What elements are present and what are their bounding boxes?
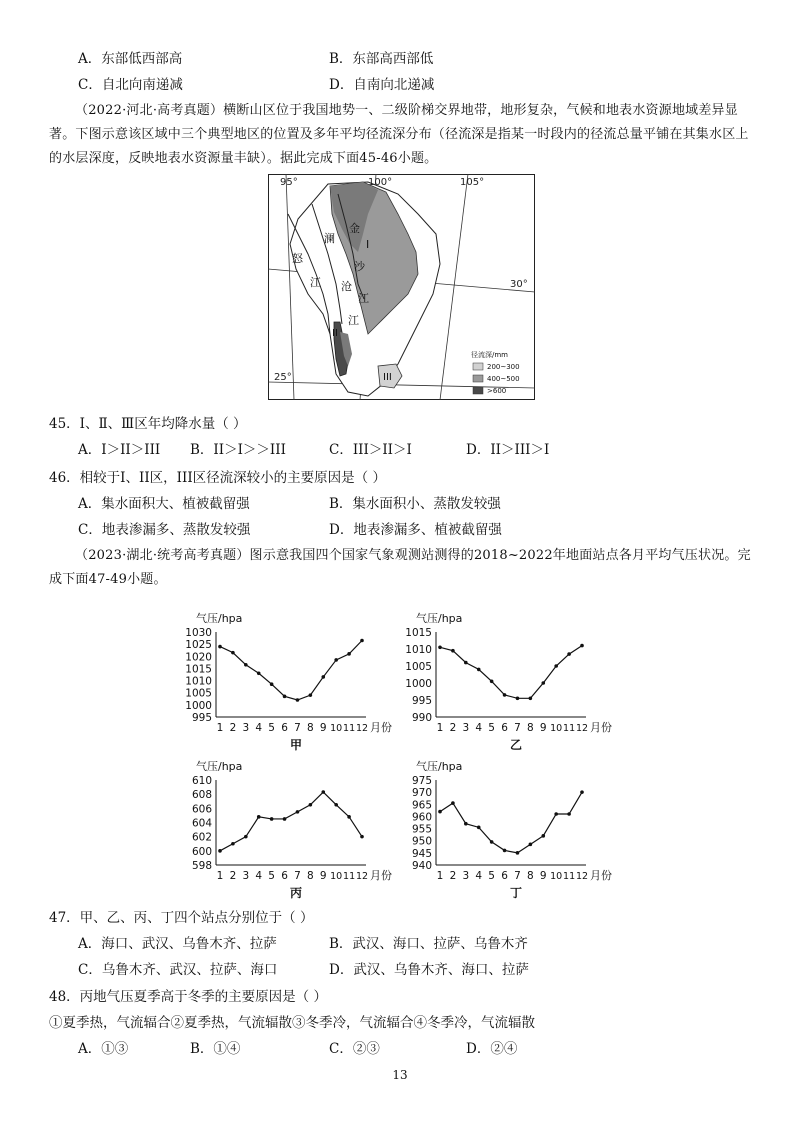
chart-point (360, 639, 364, 643)
chart-point (451, 649, 455, 653)
q46-option-c: C．地表渗漏多、蒸散发较强 (78, 522, 251, 538)
chart-x-tick-label: 2 (449, 870, 457, 882)
chart-title: 丙 (289, 886, 303, 900)
chart-y-tick-label: 1000 (405, 678, 432, 690)
q46-stem: 46．相较于I、II区，III区径流深较小的主要原因是（ ） (49, 470, 386, 486)
q44-option-a: A．东部低西部高 (78, 51, 183, 67)
q48-stem: 48．丙地气压夏季高于冬季的主要原因是（ ） (49, 989, 327, 1005)
chart-x-tick-label: 5 (488, 870, 495, 882)
chart-point (529, 697, 533, 701)
chart-x-tick-label: 3 (462, 870, 470, 882)
legend-title: 径流深/mm (471, 351, 508, 359)
chart-y-tick-label: 1010 (185, 675, 212, 688)
q45-option-a: A．I＞II＞III (78, 442, 161, 458)
chart-point (270, 817, 274, 821)
chart-y-tick-label: 1010 (405, 644, 432, 656)
lon-label-105: 105° (460, 177, 485, 188)
chart-x-tick-label: 8 (307, 870, 314, 882)
chart-point (360, 835, 364, 839)
chart-x-tick-label: 9 (319, 722, 327, 734)
chart-point (309, 693, 313, 697)
chart-x-tick-label: 6 (281, 722, 288, 734)
chart-y-tick-label: 1005 (185, 687, 212, 700)
page-number: 13 (392, 1068, 408, 1082)
chart-title: 丁 (509, 886, 523, 900)
chart-x-tick-label: 12 (355, 871, 369, 882)
chart-x-tick-label: 5 (268, 870, 275, 882)
legend-swatch-1 (473, 363, 483, 370)
river-char-lan: 澜 (324, 232, 335, 245)
lon-label-100: 100° (368, 177, 393, 188)
chart-y-tick-label: 940 (411, 860, 432, 872)
chart-point (451, 801, 455, 805)
chart-x-tick-label: 3 (462, 722, 470, 734)
chart-point (541, 681, 545, 685)
chart-x-tick-label: 12 (575, 723, 589, 734)
chart-point (244, 835, 248, 839)
chart-point (567, 652, 571, 656)
chart-point (218, 645, 222, 649)
chart-y-tick-label: 602 (191, 831, 212, 844)
q44-option-d: D．自南向北递减 (329, 77, 435, 93)
chart-x-tick-label: 6 (281, 870, 288, 882)
chart-ylabel: 气压/hpa (196, 612, 243, 625)
chart-point (347, 652, 351, 656)
chart-y-tick-label: 1030 (185, 627, 212, 639)
q45-option-b: B．II＞I＞＞III (190, 442, 286, 458)
legend-label-1: 200~300 (487, 363, 520, 371)
chart-y-tick-label: 1020 (185, 651, 212, 664)
q47-option-a: A．海口、武汉、乌鲁木齐、拉萨 (78, 936, 277, 952)
chart-point (334, 658, 338, 662)
chart-x-tick-label: 7 (294, 870, 301, 882)
chart-y-tick-label: 950 (411, 835, 432, 848)
region-label-i: I (366, 238, 370, 251)
chart-point (554, 664, 558, 668)
q47-option-b: B．武汉、海口、拉萨、乌鲁木齐 (329, 936, 528, 952)
chart-point (580, 644, 584, 648)
river-char-nu: 怒 (292, 252, 303, 265)
chart-1 (185, 611, 392, 752)
chart-x-tick-label: 11 (343, 723, 356, 734)
chart-point (321, 675, 325, 679)
q48-choices: ①夏季热，气流辐合②夏季热，气流辐散③冬季冷，气流辐合④冬季冷，气流辐散 (49, 1015, 535, 1031)
chart-x-tick-label: 8 (307, 722, 314, 734)
q44-option-b: B．东部高西部低 (329, 51, 434, 67)
chart-ylabel: 气压/hpa (196, 760, 243, 773)
chart-point (490, 680, 494, 684)
chart-4 (412, 759, 612, 900)
chart-point (347, 815, 351, 819)
chart-point (503, 693, 507, 697)
chart-x-tick-label: 10 (330, 723, 343, 734)
chart-x-tick-label: 3 (242, 870, 250, 882)
lon-label-95: 95° (280, 177, 298, 188)
chart-y-tick-label: 995 (411, 695, 432, 707)
q46-option-a: A．集水面积大、植被截留强 (78, 496, 250, 512)
chart-point (296, 810, 300, 814)
chart-x-tick-label: 8 (527, 722, 534, 734)
chart-y-tick-label: 990 (411, 712, 432, 724)
q48-option-c: C．②③ (329, 1041, 380, 1057)
chart-y-tick-label: 1005 (405, 661, 432, 673)
chart-x-tick-label: 12 (575, 871, 589, 882)
chart-y-tick-label: 1025 (185, 639, 212, 652)
river-char-sha: 沙 (354, 260, 365, 273)
river-char-jiang-lancang: 江 (348, 314, 359, 327)
hengduan-map (268, 174, 535, 400)
q47-option-c: C．乌鲁木齐、武汉、拉萨、海口 (78, 962, 278, 978)
chart-x-tick-label: 7 (514, 722, 521, 734)
chart-x-tick-label: 10 (330, 871, 343, 882)
chart-x-tick-label: 1 (436, 870, 444, 882)
chart-x-tick-label: 4 (255, 722, 263, 734)
chart-y-tick-label: 606 (191, 803, 212, 816)
q44-option-c: C．自北向南递减 (78, 77, 183, 93)
legend-swatch-3 (473, 387, 483, 394)
chart-x-tick-label: 11 (563, 871, 576, 882)
chart-point (244, 663, 248, 667)
chart-point (529, 843, 533, 847)
chart-y-tick-label: 598 (191, 860, 212, 872)
chart-point (296, 698, 300, 702)
chart-x-tick-label: 5 (268, 722, 275, 734)
chart-y-tick-label: 600 (191, 845, 212, 858)
chart-point (218, 849, 222, 853)
chart-y-tick-label: 995 (191, 712, 212, 724)
chart-x-tick-label: 7 (514, 870, 521, 882)
chart-x-tick-label: 11 (343, 871, 356, 882)
chart-series-line (440, 792, 582, 853)
chart-x-tick-label: 1 (216, 870, 224, 882)
chart-x-tick-label: 2 (449, 722, 457, 734)
chart-x-tick-label: 10 (550, 723, 563, 734)
legend-label-3: >600 (487, 387, 507, 395)
q45-stem: 45．Ⅰ、Ⅱ、Ⅲ区年均降水量（ ） (49, 416, 247, 432)
chart-y-tick-label: 610 (191, 775, 212, 787)
river-char-jiang-jinsha: 江 (358, 292, 369, 305)
q45-option-c: C．III＞II＞I (329, 442, 412, 458)
chart-point (503, 849, 507, 853)
chart-y-tick-label: 970 (411, 787, 432, 800)
region-label-iii: III (383, 372, 392, 383)
chart-x-tick-label: 4 (475, 722, 483, 734)
chart-y-tick-label: 608 (191, 789, 212, 802)
chart-title: 乙 (509, 738, 523, 752)
chart-point (283, 695, 287, 699)
q48-option-a: A．①③ (78, 1041, 129, 1057)
chart-point (438, 646, 442, 650)
chart-point (541, 834, 545, 838)
chart-x-tick-label: 4 (255, 870, 263, 882)
q47-option-d: D．武汉、乌鲁木齐、海口、拉萨 (329, 962, 529, 978)
lat-label-25: 25° (274, 372, 292, 383)
chart-series-line (220, 641, 362, 701)
intro-2023-paragraph: （2023·湖北·统考高考真题）图示意我国四个国家气象观测站测得的2018~2022年地面站点各月平均气压状况。完成下面47-49小题。 (49, 548, 751, 587)
chart-x-tick-label: 6 (501, 722, 508, 734)
chart-ylabel: 气压/hpa (416, 760, 463, 773)
chart-y-tick-label: 1000 (185, 699, 212, 712)
chart-x-tick-label: 10 (550, 871, 563, 882)
chart-point (516, 697, 520, 701)
legend-label-2: 400~500 (487, 375, 520, 383)
chart-point (580, 790, 584, 794)
lat-label-30: 30° (510, 279, 528, 290)
chart-title: 甲 (289, 738, 303, 752)
chart-x-tick-label: 9 (539, 722, 547, 734)
chart-point (231, 651, 235, 655)
chart-point (231, 842, 235, 846)
chart-x-tick-label: 9 (539, 870, 547, 882)
chart-y-tick-label: 604 (191, 817, 212, 830)
chart-series-line (220, 792, 362, 851)
chart-x-tick-label: 9 (319, 870, 327, 882)
chart-point (567, 812, 571, 816)
chart-x-unit: 月份 (590, 869, 612, 882)
chart-x-tick-label: 7 (294, 722, 301, 734)
chart-y-tick-label: 960 (411, 811, 432, 824)
region-label-ii: II (332, 328, 338, 339)
chart-point (321, 790, 325, 794)
chart-y-tick-label: 1015 (405, 627, 432, 639)
chart-x-tick-label: 11 (563, 723, 576, 734)
q45-option-d: D．II＞III＞I (466, 442, 550, 458)
chart-x-tick-label: 2 (229, 870, 237, 882)
chart-point (477, 668, 481, 672)
chart-2 (405, 611, 612, 752)
chart-point (554, 812, 558, 816)
chart-point (257, 671, 261, 675)
chart-point (490, 840, 494, 844)
chart-point (283, 817, 287, 821)
chart-y-tick-label: 1015 (185, 663, 212, 676)
chart-x-unit: 月份 (590, 721, 612, 734)
chart-x-tick-label: 5 (488, 722, 495, 734)
chart-point (309, 803, 313, 807)
chart-y-tick-label: 955 (411, 823, 432, 836)
river-char-cang: 沧 (341, 280, 352, 293)
river-char-jiang-nu: 江 (310, 276, 321, 289)
chart-point (464, 822, 468, 826)
chart-3 (192, 759, 392, 900)
chart-point (257, 815, 261, 819)
chart-ylabel: 气压/hpa (416, 612, 463, 625)
chart-point (516, 851, 520, 855)
chart-point (464, 661, 468, 665)
q46-option-b: B．集水面积小、蒸散发较强 (329, 496, 501, 512)
chart-y-tick-label: 945 (411, 847, 432, 860)
chart-x-tick-label: 2 (229, 722, 237, 734)
river-char-jin: 金 (349, 222, 360, 235)
chart-y-tick-label: 965 (411, 799, 432, 812)
chart-x-tick-label: 4 (475, 870, 483, 882)
chart-y-tick-label: 975 (411, 775, 432, 787)
chart-x-unit: 月份 (370, 721, 392, 734)
chart-x-tick-label: 1 (436, 722, 444, 734)
q47-stem: 47．甲、乙、丙、丁四个站点分别位于（ ） (49, 910, 314, 926)
chart-point (334, 803, 338, 807)
intro-2022-paragraph: （2022·河北·高考真题）横断山区位于我国地势一、二级阶梯交界地带，地形复杂，气候和地表水资源地域差异显著。下图示意该区域中三个典型地区的位置及多年平均径流深分布（径流深是指某一时段内的径流总量平铺在其集水区上的水层深度，反映地表水资源量丰缺）。据此完成下面45-46小题。 (49, 103, 749, 166)
chart-x-tick-label: 8 (527, 870, 534, 882)
chart-point (270, 682, 274, 686)
chart-x-tick-label: 1 (216, 722, 224, 734)
chart-series-line (440, 646, 582, 699)
q48-option-d: D．②④ (466, 1041, 518, 1057)
chart-x-tick-label: 6 (501, 870, 508, 882)
chart-point (477, 826, 481, 830)
legend-swatch-2 (473, 375, 483, 382)
chart-x-tick-label: 3 (242, 722, 250, 734)
chart-x-unit: 月份 (370, 869, 392, 882)
q46-option-d: D．地表渗漏多、植被截留强 (329, 522, 502, 538)
chart-x-tick-label: 12 (355, 723, 369, 734)
pressure-charts (180, 600, 640, 900)
chart-point (438, 810, 442, 814)
q48-option-b: B．①④ (190, 1041, 241, 1057)
